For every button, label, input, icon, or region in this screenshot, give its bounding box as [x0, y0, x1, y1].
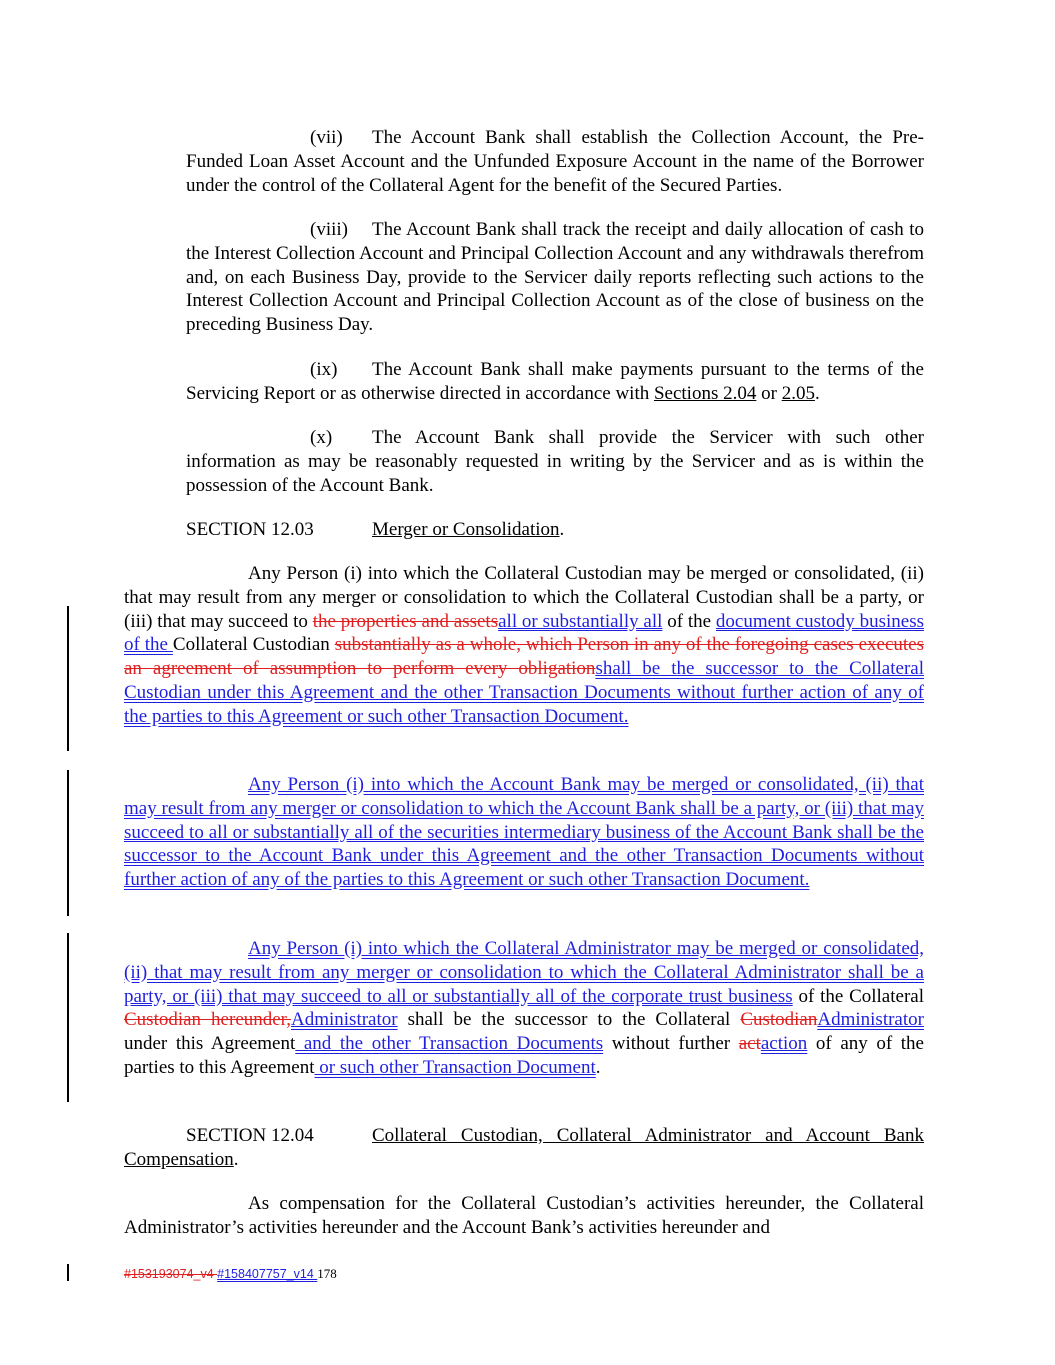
inserted-text: Any Person (i) into which the Collateral Administrator may be merged or consolidated, (ii) that may result from any merger or consolidation to which the Collateral Administrator shall be a party, or (iii) that may succeed to all or substantially all of the corporate trust business — [124, 938, 924, 1007]
inserted-text: and the other Transaction Documents — [295, 1033, 604, 1055]
section-title: Collateral Custodian, Collateral Administrator and Account Bank Compensation — [124, 1125, 924, 1170]
inserted-doc-id: #158407757_v14 — [217, 1267, 318, 1281]
paragraph-custodian-merger: Any Person (i) into which the Collateral Custodian may be merged or consolidated, (ii) that may result from any merger or consolidation to which the Collateral Custodian shall be a party, or (iii) that may succeed to the properties and assetsall or substantially all of the document custody business of the Collateral Custodian substantially as a whole, which Person in any of the foregoing cases executes an agreement of assumption to perform every obligationshall be the successor to the Collateral Custodian under this Agreement and the other Transaction Documents without further action of any of the parties to this Agreement or such other Transaction Document. — [124, 563, 924, 727]
inserted-text: document custody business of the — [124, 610, 924, 656]
inserted-text: Administrator — [817, 1009, 924, 1031]
deleted-text: Custodian — [740, 1009, 818, 1031]
footer-document-id — [124, 1266, 337, 1282]
paragraph-vii: (vii) The Account Bank shall establish the Collection Account, the Pre-Funded Loan Asset Account and the Unfunded Exposure Account in the name of the Borrower under the control of the Collateral Agent for the benefit of the Secured Parties. — [186, 127, 924, 196]
paragraph-ix: (ix) The Account Bank shall make payments pursuant to the terms of the Servicing Report or as otherwise directed in accordance with Sections 2.04 or 2.05. — [186, 359, 924, 404]
inserted-text: Any Person (i) into which the Account Bank may be merged or consolidated, (ii) that may result from any merger or consolidation to which the Account Bank shall be a party, or (iii) that may succeed to all or substantially all of the securities intermediary business of the Account Bank shall be the successor to the Account Bank under this Agreement and the other Transaction Documents without further action of any of the parties to this Agreement or such other Transaction Document. — [124, 774, 924, 891]
page-number: 178 — [317, 1266, 337, 1281]
change-bar — [67, 933, 69, 1102]
change-bar — [67, 770, 69, 916]
inserted-text: all or substantially all — [498, 610, 663, 632]
change-bar — [67, 1264, 69, 1281]
inserted-text: Administrator — [291, 1009, 398, 1031]
section-title: Merger or Consolidation — [372, 519, 560, 540]
section-heading-12-04: SECTION 12.04 Collateral Custodian, Collateral Administrator and Account Bank Compensation. — [124, 1125, 924, 1170]
deleted-doc-id: #153193074_v4 — [124, 1267, 218, 1281]
deleted-text: act — [738, 1033, 761, 1055]
deleted-text: the properties and assets — [312, 610, 499, 632]
paragraph-account-bank-merger — [124, 773, 924, 892]
paragraph-compensation: As compensation for the Collateral Custodian’s activities hereunder, the Collateral Administrator’s activities hereunder and the Account Bank’s activities hereunder and — [124, 1193, 924, 1238]
deleted-text: substantially as a whole, which Person in any of the foregoing cases executes an agreement of assumption to perform every obligation — [124, 634, 924, 680]
section-reference: 2.05 — [781, 382, 815, 404]
inserted-text: or such other Transaction Document — [314, 1056, 596, 1078]
inserted-text: shall be the successor to the Collateral Custodian under this Agreement and the other Transaction Documents without further action of any of the parties to this Agreement or such other Transaction Document. — [124, 658, 924, 727]
deleted-text: Custodian hereunder, — [124, 1009, 291, 1031]
section-reference: Sections 2.04 — [653, 382, 757, 404]
change-bar — [67, 606, 69, 751]
section-heading-12-03: SECTION 12.03 Merger or Consolidation. — [186, 519, 565, 540]
paragraph-x: (x) The Account Bank shall provide the Servicer with such other information as may be reasonably requested in writing by the Servicer and as is within the possession of the Account Bank. — [186, 427, 924, 496]
paragraph-administrator-merger: Any Person (i) into which the Collateral Administrator may be merged or consolidated, (ii) that may result from any merger or consolidation to which the Collateral Administrator shall be a party, or (iii) that may succeed to all or substantially all of the corporate trust business of the Collateral Custodian hereunder,Administrator shall be the successor to the Collateral CustodianAdministrator under this Agreement and the other Transaction Documents without further actaction of any of the parties to this Agreement or such other Transaction Document. — [124, 938, 924, 1078]
inserted-text: action — [760, 1033, 808, 1055]
paragraph-viii: (viii) The Account Bank shall track the receipt and daily allocation of cash to the Interest Collection Account and Principal Collection Account and any withdrawals therefrom and, on each Business Day, provide to the Servicer daily reports reflecting such actions to the Interest Collection Account and Principal Collection Account as of the close of business on the preceding Business Day. — [186, 219, 924, 336]
